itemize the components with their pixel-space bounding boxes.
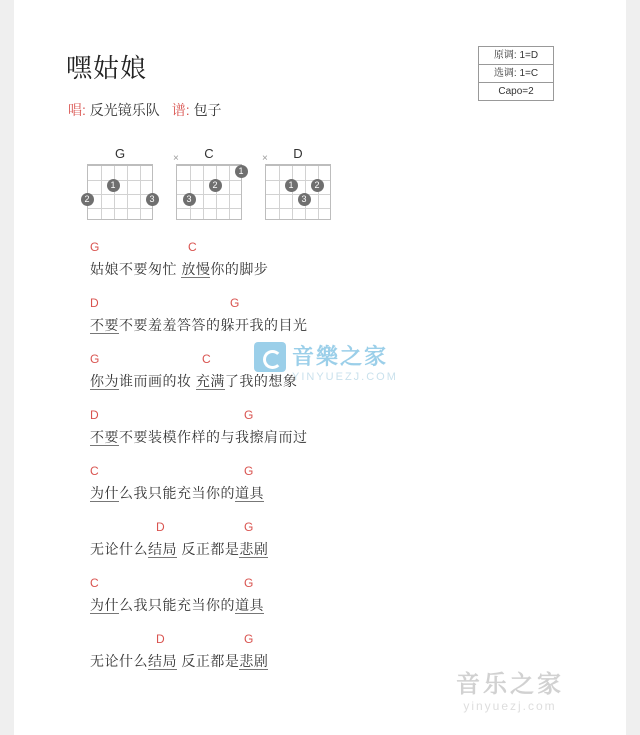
singer-name: 反光镜乐队 (89, 102, 160, 118)
chord-row (90, 408, 560, 426)
finger-dot: 3 (183, 193, 196, 206)
fret-line (88, 194, 152, 195)
lyric-text (90, 426, 560, 448)
lyric-segment: 悲剧 (239, 541, 269, 557)
lyric-line (90, 464, 560, 520)
lyric-segment: 不要 (90, 317, 119, 333)
lyric-segment: 了我的想象 (224, 373, 298, 389)
fret-line (88, 208, 152, 209)
lyric-segment: 充满 (195, 373, 225, 389)
lyric-text (90, 258, 560, 280)
fret-line (266, 194, 330, 195)
fret-line (266, 208, 330, 209)
string-line (101, 166, 102, 219)
fret-line (177, 208, 241, 209)
chord-label: G (244, 408, 254, 422)
watermark-br-main: 音乐之家 (456, 671, 564, 698)
lyric-segment: 反正都是 (177, 541, 240, 557)
lyric-line (90, 576, 560, 632)
lyric-segment: 无论什么 (90, 541, 148, 557)
finger-dot: 2 (209, 179, 222, 192)
chord-label: G (230, 296, 240, 310)
string-line (229, 166, 230, 219)
chord-name: G (114, 146, 126, 161)
chord-row (90, 632, 560, 650)
string-line (140, 166, 141, 219)
lyric-text (90, 538, 560, 560)
chord-row (90, 520, 560, 538)
string-line (114, 166, 115, 219)
lyric-segment: 结局 (148, 653, 177, 669)
chord-label: G (244, 632, 254, 646)
lyric-segment: 反正都是 (177, 653, 240, 669)
fret-line (177, 180, 241, 181)
finger-dot: 2 (81, 193, 94, 206)
lyric-segment: 不要装模作样的与我擦肩而过 (119, 429, 308, 445)
chord-label: C (202, 352, 211, 366)
chord-label: G (244, 464, 254, 478)
fretboard-grid (176, 164, 242, 220)
muted-string-icon: × (262, 153, 268, 164)
chord-row (90, 464, 560, 482)
lyric-segment: 么我只能充当你的 (119, 485, 235, 501)
finger-dot: 1 (235, 165, 248, 178)
capo: Capo=2 (498, 86, 534, 97)
muted-string-icon: × (173, 153, 179, 164)
sheet-page (14, 0, 626, 735)
key-info-box (478, 46, 554, 101)
finger-dot: 3 (298, 193, 311, 206)
chord-label: G (90, 352, 100, 366)
chord-label: G (90, 240, 100, 254)
lyric-segment: 不要羞羞答答的躲开我的目光 (119, 317, 308, 333)
lyric-line (90, 408, 560, 464)
credits (68, 100, 222, 120)
fret-line (88, 180, 152, 181)
string-line (318, 166, 319, 219)
lyric-text (90, 594, 560, 616)
fretboard-grid (87, 164, 153, 220)
page-title: 嘿姑娘 (66, 53, 148, 83)
chord-label: C (90, 464, 99, 478)
chord-label: D (156, 632, 165, 646)
arranger-label: 谱: (171, 102, 190, 118)
chord-row (90, 296, 560, 314)
chord-diagrams (74, 146, 554, 236)
lyrics-block (90, 240, 560, 688)
lyric-segment: 姑娘不要匆忙 (90, 261, 182, 277)
chord-row (90, 240, 560, 258)
finger-dot: 1 (285, 179, 298, 192)
watermark-center-main: 音樂之家 (292, 344, 389, 369)
lyric-text (90, 482, 560, 504)
chord-label: G (244, 520, 254, 534)
lyric-line (90, 520, 560, 576)
fretboard-grid (265, 164, 331, 220)
lyric-segment: 结局 (148, 541, 177, 557)
string-line (203, 166, 204, 219)
watermark-center (246, 340, 446, 383)
lyric-segment: 道具 (235, 597, 264, 613)
chord-name: C (204, 146, 214, 161)
chord-label: D (90, 296, 99, 310)
lyric-segment: 为什 (90, 597, 119, 613)
lyric-segment: 道具 (235, 485, 264, 501)
original-key: 原调: 1=D (479, 47, 553, 65)
watermark-bottom-right (456, 664, 564, 713)
lyric-segment: 你的脚步 (210, 261, 269, 277)
string-line (216, 166, 217, 219)
chord-name: D (293, 146, 303, 161)
watermark-br-sub: yinyuezj.com (463, 699, 557, 713)
finger-dot: 3 (146, 193, 159, 206)
lyric-segment: 无论什么 (90, 653, 148, 669)
lyric-segment: 你为 (90, 373, 119, 389)
lyric-segment: 为什 (90, 485, 119, 501)
finger-dot: 2 (311, 179, 324, 192)
watermark-logo-icon (254, 342, 286, 372)
lyric-segment: 悲剧 (239, 653, 269, 669)
string-line (279, 166, 280, 219)
singer-label: 唱: (68, 102, 86, 118)
lyric-text (90, 314, 560, 336)
lyric-segment: 放慢 (181, 261, 211, 277)
string-line (127, 166, 128, 219)
lyric-line (90, 240, 560, 296)
lyric-segment: 谁而画的妆 (119, 373, 196, 389)
lyric-segment: 不要 (90, 429, 119, 445)
finger-dot: 1 (107, 179, 120, 192)
string-line (292, 166, 293, 219)
selected-key: 选调: 1=C (479, 65, 553, 83)
chord-label: C (188, 240, 197, 254)
chord-label: G (244, 576, 254, 590)
chord-label: D (90, 408, 99, 422)
chord-label: C (90, 576, 99, 590)
lyric-segment: 么我只能充当你的 (119, 597, 235, 613)
chord-label: D (156, 520, 165, 534)
arranger-name: 包子 (193, 102, 222, 118)
chord-row (90, 576, 560, 594)
watermark-center-sub: YINYUEZJ.COM (292, 371, 398, 383)
